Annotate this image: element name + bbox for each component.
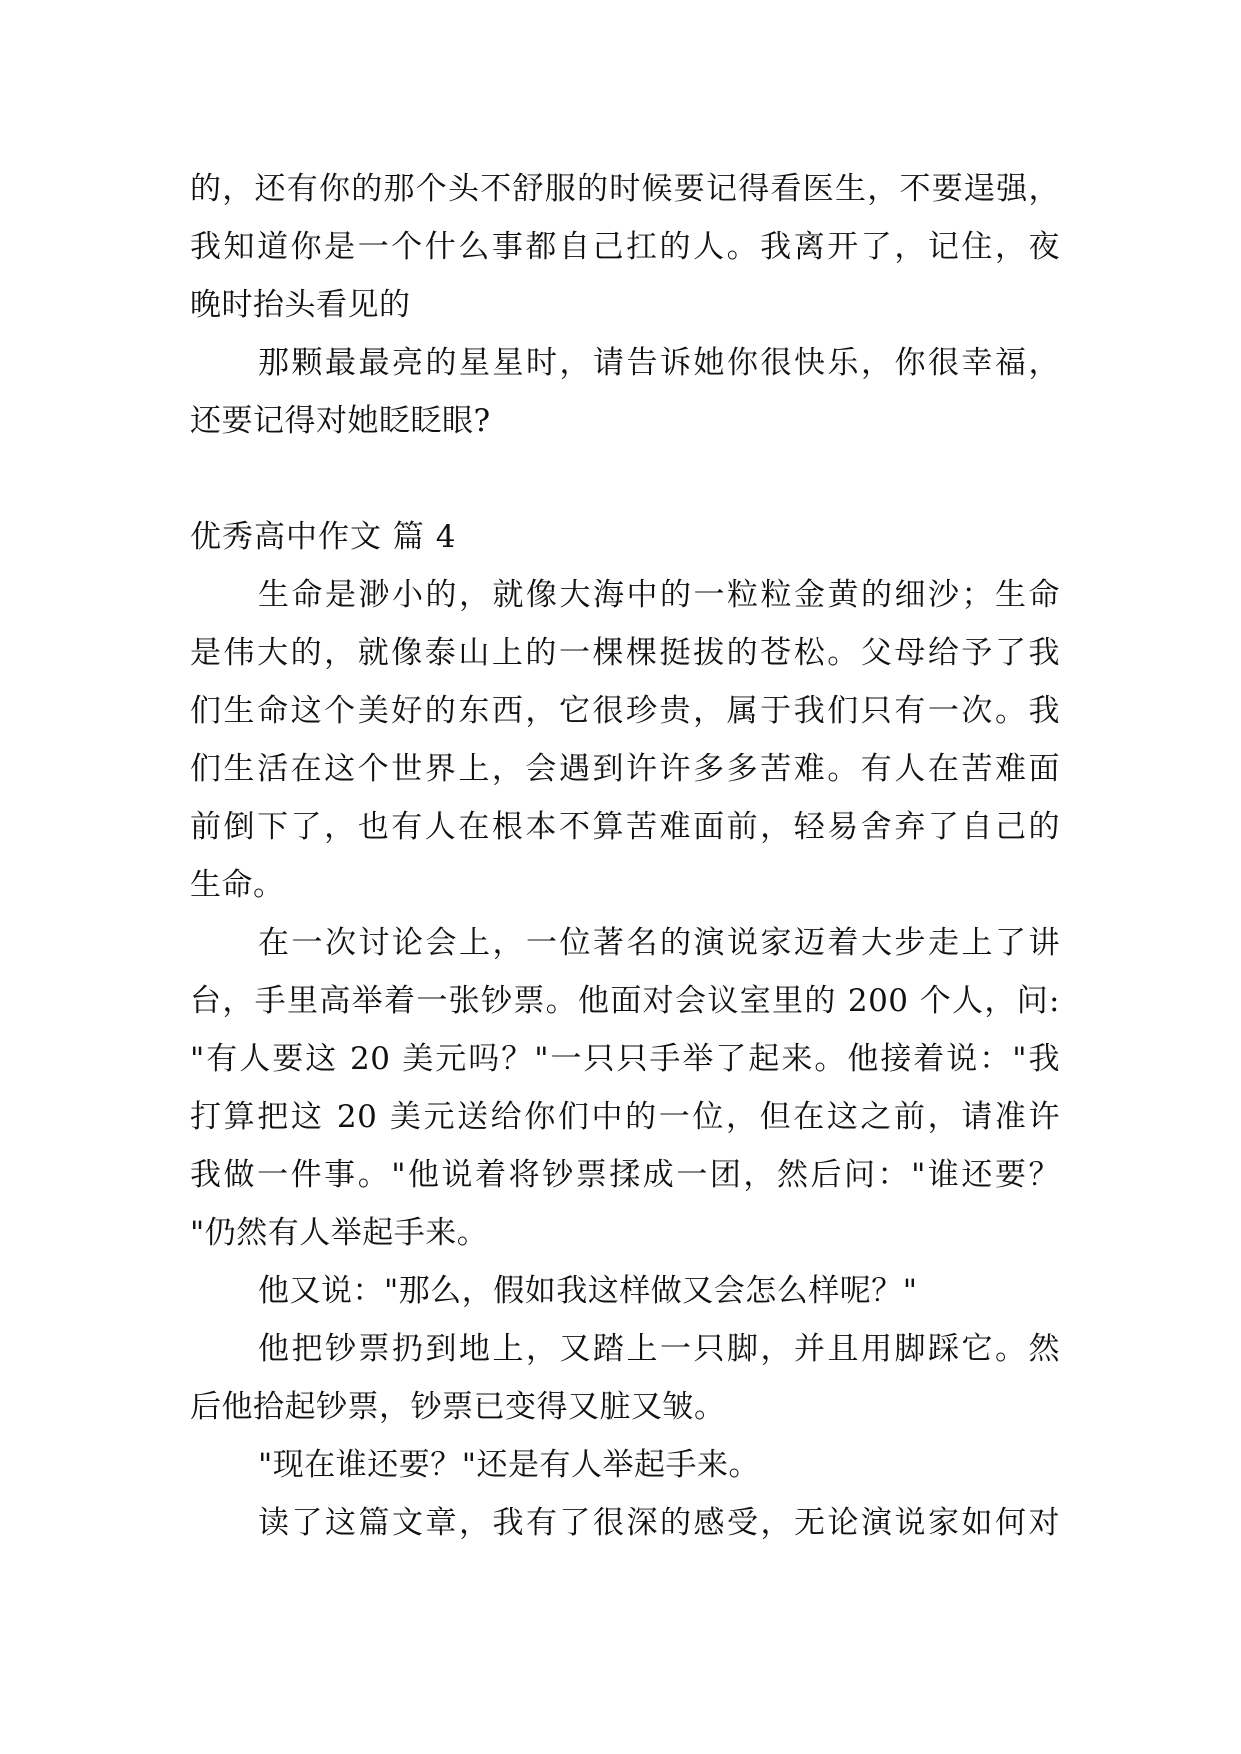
text-line: 前倒下了，也有人在根本不算苦难面前，轻易舍弃了自己的 (190, 809, 1060, 845)
text-line: 后他拾起钞票，钞票已变得又脏又皱。 (190, 1389, 726, 1425)
text-line: 在一次讨论会上，一位著名的演说家迈着大步走上了讲 (258, 925, 1060, 961)
text-line: 他又说："那么，假如我这样做又会怎么样呢？" (258, 1273, 918, 1309)
text-line: 我做一件事。"他说着将钞票揉成一团，然后问："谁还要？ (190, 1157, 1060, 1193)
section-heading: 优秀高中作文 篇 4 (190, 519, 457, 555)
text-line: "现在谁还要？"还是有人举起手来。 (258, 1447, 761, 1483)
text-line: 的，还有你的那个头不舒服的时候要记得看医生，不要逞强， (190, 171, 1060, 207)
text-line: 们生命这个美好的东西，它很珍贵，属于我们只有一次。我 (190, 693, 1060, 729)
text-line: 打算把这 20 美元送给你们中的一位，但在这之前，请准许 (190, 1099, 1060, 1135)
text-line: "仍然有人举起手来。 (190, 1215, 489, 1251)
text-line: 是伟大的，就像泰山上的一棵棵挺拔的苍松。父母给予了我 (190, 635, 1060, 671)
text-line: 我知道你是一个什么事都自己扛的人。我离开了，记住，夜 (190, 229, 1060, 265)
text-line: 晚时抬头看见的 (190, 287, 411, 323)
text-line: 生命是渺小的，就像大海中的一粒粒金黄的细沙；生命 (258, 577, 1060, 613)
text-line: 们生活在这个世界上，会遇到许许多多苦难。有人在苦难面 (190, 751, 1060, 787)
text-line: 他把钞票扔到地上，又踏上一只脚，并且用脚踩它。然 (258, 1331, 1060, 1367)
text-line: 那颗最最亮的星星时，请告诉她你很快乐，你很幸福， (258, 345, 1060, 381)
text-line: 还要记得对她眨眨眼? (190, 403, 491, 439)
text-line: 读了这篇文章，我有了很深的感受，无论演说家如何对 (258, 1505, 1060, 1541)
text-line: 台，手里高举着一张钞票。他面对会议室里的 200 个人，问: (190, 983, 1060, 1019)
text-line: 生命。 (190, 867, 285, 903)
text-line: "有人要这 20 美元吗？"一只只手举了起来。他接着说："我 (190, 1041, 1060, 1077)
